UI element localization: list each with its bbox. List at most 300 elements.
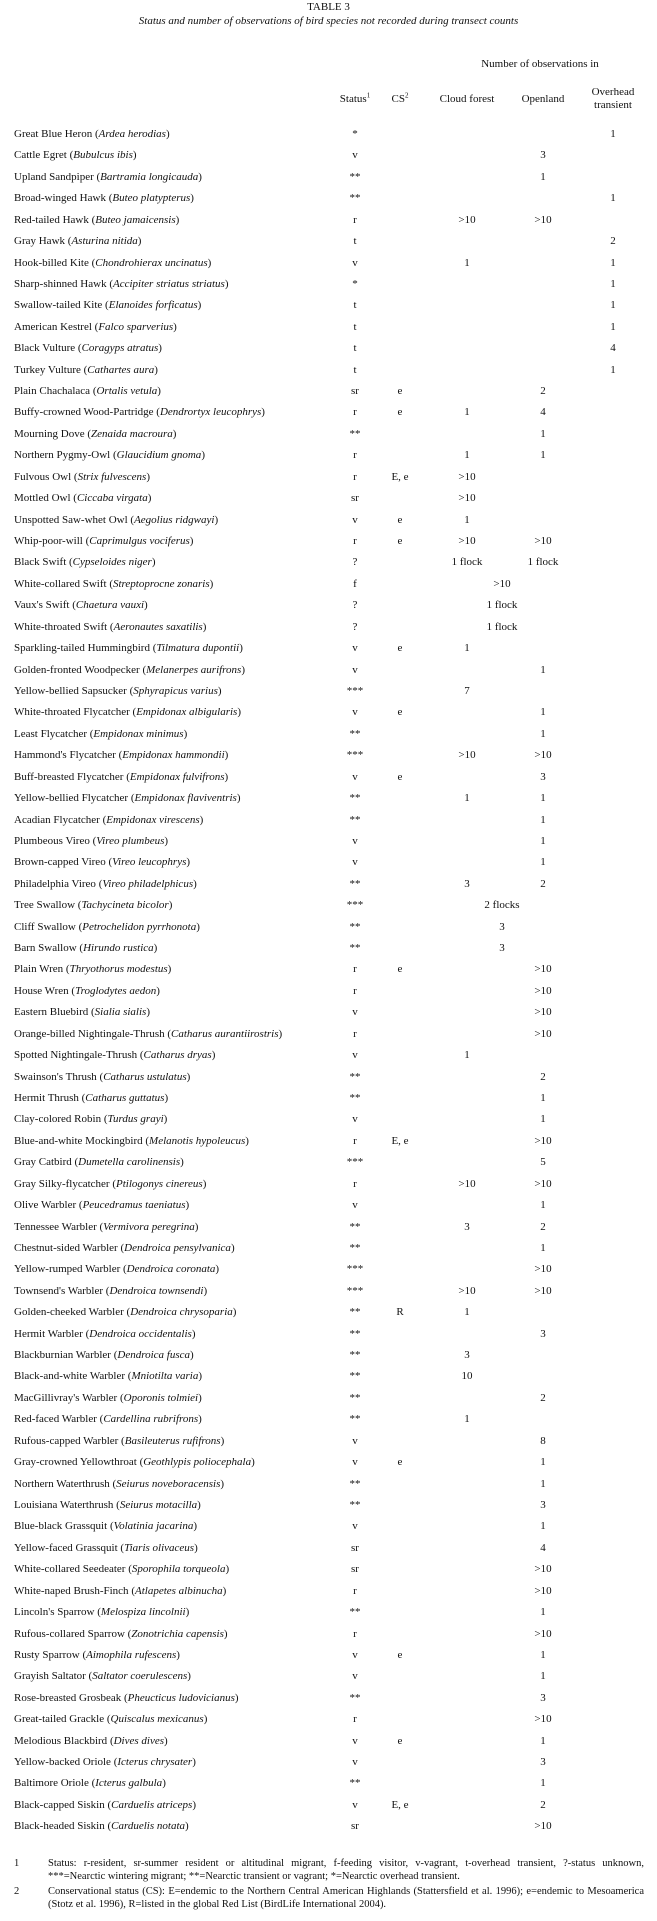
- common-name: Chestnut-sided Warbler: [14, 1241, 118, 1254]
- status-cell: r: [353, 1627, 357, 1640]
- species-name: Cattle Egret (Bubulcus ibis): [14, 149, 137, 162]
- scientific-name: Falco sparverius: [98, 320, 174, 333]
- openland-cell: 1: [540, 449, 546, 462]
- species-name: Whip-poor-will (Caprimulgus vociferus): [14, 535, 194, 548]
- table-row: [0, 512, 657, 533]
- common-name: Hammond's Flycatcher: [14, 749, 116, 762]
- status-cell: t: [353, 235, 357, 248]
- scientific-name: Chaetura vauxi: [75, 599, 145, 612]
- common-name: Hermit Warbler: [14, 1327, 83, 1340]
- openland-cell: >10: [534, 1584, 552, 1597]
- openland-cell: 3: [540, 770, 546, 783]
- table-row: [0, 1476, 657, 1497]
- openland-cell: 3: [540, 1499, 546, 1511]
- cloud-forest-cell: 10: [461, 1370, 473, 1383]
- common-name: Townsend's Warbler: [14, 1284, 104, 1297]
- scientific-name: Troglodytes aedon: [75, 984, 157, 997]
- status-cell: v: [352, 1006, 358, 1019]
- table-row: [0, 1433, 657, 1454]
- status-cell: **: [349, 1349, 361, 1362]
- table-row: [0, 490, 657, 511]
- openland-cell: 8: [540, 1434, 546, 1447]
- table-row: [0, 640, 657, 661]
- scientific-name: Atlapetes albinucha: [134, 1584, 223, 1597]
- status-cell: v: [352, 706, 358, 719]
- openland-cell: >10: [534, 535, 552, 548]
- scientific-name: Asturina nitida: [71, 235, 138, 248]
- species-name: Vaux's Swift (Chaetura vauxi): [14, 599, 148, 612]
- cloud-forest-cell: >10: [458, 213, 476, 226]
- table-row: [0, 790, 657, 811]
- species-name: Red-faced Warbler (Cardellina rubrifrons): [14, 1413, 202, 1426]
- species-name: Orange-billed Nightingale-Thrush (Catharus aurantiirostris): [14, 1027, 283, 1040]
- table-row: [0, 961, 657, 982]
- openland-cell: 1: [540, 1241, 546, 1254]
- common-name: Buff-breasted Flycatcher: [14, 770, 124, 783]
- table-row: [0, 1647, 657, 1668]
- table-row: [0, 1561, 657, 1582]
- table-label: TABLE 3: [307, 1, 350, 13]
- status-cell: **: [349, 942, 361, 955]
- common-name: Yellow-rumped Warbler: [14, 1263, 121, 1276]
- species-name: Black-and-white Warbler (Mniotilta varia): [14, 1370, 203, 1383]
- common-name: Mourning Dove: [14, 427, 85, 440]
- scientific-name: Zenaida macroura: [91, 427, 173, 440]
- cloud-forest-cell: 1: [464, 513, 470, 526]
- common-name: Mottled Owl: [14, 492, 71, 505]
- scientific-name: Empidonax minimus: [93, 727, 184, 740]
- status-cell: v: [352, 1434, 358, 1447]
- cs-cell: e: [397, 1734, 403, 1747]
- header-status: [330, 93, 380, 105]
- status-cell: v: [352, 770, 358, 783]
- scientific-name: Dumetella carolinensis: [78, 1156, 181, 1169]
- common-name: Tennessee Warbler: [14, 1220, 97, 1233]
- species-name: Mourning Dove (Zenaida macroura): [14, 427, 177, 440]
- species-name: Gray Silky-flycatcher (Ptilogonys cinereus): [14, 1177, 207, 1190]
- common-name: Rose-breasted Grosbeak: [14, 1691, 122, 1704]
- common-name: Barn Swallow: [14, 942, 77, 955]
- table-row: [0, 1583, 657, 1604]
- common-name: Blue-and-white Mockingbird: [14, 1134, 143, 1147]
- table-row: [0, 147, 657, 168]
- cs-cell: e: [397, 706, 403, 719]
- table-body: [0, 126, 657, 1840]
- common-name: Gray Hawk: [14, 235, 66, 248]
- cloud-forest-cell: >10: [458, 492, 476, 505]
- species-name: Spotted Nightingale-Thrush (Catharus dryas): [14, 1049, 216, 1062]
- footnote-ref-1: 1: [366, 91, 371, 100]
- table-row: [0, 897, 657, 918]
- table-row: [0, 1690, 657, 1711]
- openland-cell: >10: [534, 1263, 552, 1276]
- footnote-number: 2: [14, 1886, 20, 1897]
- openland-cell: 3: [540, 1691, 546, 1704]
- common-name: Plumbeous Vireo: [14, 834, 90, 847]
- scientific-name: Dendroica townsendi: [109, 1284, 204, 1297]
- common-name: Grayish Saltator: [14, 1670, 86, 1683]
- table-row: [0, 747, 657, 768]
- common-name: Yellow-faced Grassquit: [14, 1541, 118, 1554]
- status-cell: **: [349, 792, 361, 805]
- openland-cell: 5: [540, 1156, 546, 1169]
- common-name: Baltimore Oriole: [14, 1777, 89, 1790]
- status-cell: **: [349, 1606, 361, 1619]
- openland-cell: 1: [540, 1199, 546, 1212]
- table-row: [0, 1069, 657, 1090]
- status-cell: **: [349, 1691, 361, 1704]
- openland-cell: 2: [540, 877, 546, 890]
- common-name: House Wren: [14, 984, 69, 997]
- species-name: Blue-and-white Mockingbird (Melanotis hypoleucus): [14, 1134, 249, 1147]
- scientific-name: Cardellina rubrifrons: [103, 1413, 199, 1426]
- scientific-name: Ardea herodias: [98, 128, 166, 140]
- status-cell: ***: [346, 684, 364, 697]
- scientific-name: Empidonax fulvifrons: [129, 770, 225, 783]
- cloud-forest-cell: 7: [464, 684, 470, 697]
- status-cell: **: [349, 1070, 361, 1083]
- table-row: [0, 812, 657, 833]
- common-name: Upland Sandpiper: [14, 170, 94, 183]
- scientific-name: Carduelis notata: [111, 1820, 186, 1833]
- common-name: Spotted Nightingale-Thrush: [14, 1049, 138, 1062]
- status-cell: v: [352, 1798, 358, 1811]
- openland-cell: 1: [540, 792, 546, 805]
- species-name: Barn Swallow (Hirundo rustica): [14, 942, 158, 955]
- species-name: Swallow-tailed Kite (Elanoides forficatus): [14, 299, 202, 312]
- scientific-name: Ciccaba virgata: [76, 492, 148, 505]
- status-cell: r: [353, 406, 357, 419]
- cloud-forest-cell: 3: [464, 877, 470, 890]
- scientific-name: Oporonis tolmiei: [123, 1391, 199, 1404]
- combined-observations-cell: >10: [493, 577, 511, 590]
- overhead-transient-cell: 1: [610, 192, 616, 205]
- openland-cell: >10: [534, 984, 552, 997]
- species-name: Clay-colored Robin (Turdus grayi): [14, 1113, 168, 1126]
- overhead-transient-cell: 2: [610, 235, 616, 248]
- table-row: [0, 1518, 657, 1539]
- cs-cell: e: [397, 406, 403, 419]
- common-name: Vaux's Swift: [14, 599, 70, 612]
- common-name: Philadelphia Vireo: [14, 877, 96, 890]
- scientific-name: Caprimulgus vociferus: [89, 535, 190, 548]
- status-cell: t: [353, 363, 357, 376]
- common-name: Unspotted Saw-whet Owl: [14, 513, 128, 526]
- species-name: Eastern Bluebird (Sialia sialis): [14, 1006, 150, 1019]
- species-name: Grayish Saltator (Saltator coerulescens): [14, 1670, 191, 1683]
- cloud-forest-cell: >10: [458, 1177, 476, 1190]
- scientific-name: Volatinia jacarina: [113, 1520, 194, 1533]
- openland-cell: 1: [540, 1113, 546, 1126]
- common-name: Swallow-tailed Kite: [14, 299, 103, 312]
- species-name: Sharp-shinned Hawk (Accipiter striatus striatus): [14, 277, 229, 290]
- scientific-name: Buteo jamaicensis: [95, 213, 176, 226]
- species-name: Broad-winged Hawk (Buteo platypterus): [14, 192, 194, 205]
- table-row: [0, 1154, 657, 1175]
- common-name: Lincoln's Sparrow: [14, 1606, 95, 1619]
- common-name: Louisiana Waterthrush: [14, 1499, 114, 1511]
- species-name: Hammond's Flycatcher (Empidonax hammondii): [14, 749, 229, 762]
- table-row: [0, 1111, 657, 1132]
- cs-cell: e: [397, 963, 403, 976]
- species-name: Townsend's Warbler (Dendroica townsendi): [14, 1284, 208, 1297]
- scientific-name: Ptilogonys cinereus: [116, 1177, 203, 1190]
- common-name: Orange-billed Nightingale-Thrush: [14, 1027, 165, 1040]
- status-cell: v: [352, 1756, 358, 1769]
- status-cell: *: [352, 277, 358, 290]
- status-cell: sr: [351, 1563, 359, 1576]
- scientific-name: Sporophila torqueola: [131, 1563, 226, 1576]
- species-name: Mottled Owl (Ciccaba virgata): [14, 492, 152, 505]
- scientific-name: Dendroica chrysoparia: [130, 1306, 233, 1319]
- species-name: Yellow-faced Grassquit (Tiaris olivaceus): [14, 1541, 198, 1554]
- table-row: [0, 319, 657, 340]
- cs-cell: e: [397, 770, 403, 783]
- cloud-forest-cell: >10: [458, 749, 476, 762]
- common-name: Gray Catbird: [14, 1156, 72, 1169]
- scientific-name: Coragyps atratus: [81, 342, 159, 355]
- species-name: Unspotted Saw-whet Owl (Aegolius ridgwayi): [14, 513, 219, 526]
- table-row: [0, 876, 657, 897]
- status-cell: v: [352, 149, 358, 162]
- openland-cell: 1: [540, 663, 546, 676]
- cloud-forest-cell: 1: [464, 642, 470, 655]
- species-name: Black Vulture (Coragyps atratus): [14, 342, 162, 355]
- status-cell: f: [353, 577, 357, 590]
- table-row: [0, 1197, 657, 1218]
- common-name: Rusty Sparrow: [14, 1648, 80, 1661]
- table-row: [0, 1219, 657, 1240]
- status-cell: **: [349, 1777, 361, 1790]
- scientific-name: Zonotrichia capensis: [131, 1627, 224, 1640]
- status-cell: **: [349, 1306, 361, 1319]
- table-row: [0, 1347, 657, 1368]
- scientific-name: Carduelis atriceps: [111, 1798, 193, 1811]
- cloud-forest-cell: >10: [458, 470, 476, 483]
- cs-cell: e: [397, 1456, 403, 1469]
- scientific-name: Seiurus noveboracensis: [116, 1477, 221, 1490]
- scientific-name: Dendrortyx leucophrys: [159, 406, 262, 419]
- openland-cell: 2: [540, 385, 546, 398]
- species-name: Great Blue Heron (Ardea herodias): [14, 128, 170, 140]
- table-row: [0, 662, 657, 683]
- scientific-name: Sphyrapicus varius: [133, 684, 218, 697]
- status-cell: ***: [346, 1263, 364, 1276]
- openland-cell: 1: [540, 427, 546, 440]
- status-cell: ***: [346, 749, 364, 762]
- common-name: Fulvous Owl: [14, 470, 72, 483]
- common-name: Northern Pygmy-Owl: [14, 449, 111, 462]
- species-name: White-collared Swift (Streptoprocne zonaris): [14, 577, 214, 590]
- scientific-name: Vireo leucophrys: [112, 856, 187, 869]
- scientific-name: Strix fulvescens: [77, 470, 147, 483]
- table-row: [0, 1818, 657, 1839]
- species-name: Hermit Warbler (Dendroica occidentalis): [14, 1327, 196, 1340]
- cloud-forest-cell: 1: [464, 1306, 470, 1319]
- table-row: [0, 276, 657, 297]
- header-overhead-transient: [583, 86, 643, 112]
- scientific-name: Catharus dryas: [143, 1049, 212, 1062]
- footnote-number: 1: [14, 1858, 20, 1869]
- status-cell: v: [352, 663, 358, 676]
- table-row: [0, 854, 657, 875]
- common-name: Whip-poor-will: [14, 535, 83, 548]
- species-name: Blue-black Grassquit (Volatinia jacarina): [14, 1520, 198, 1533]
- scientific-name: Icterus galbula: [95, 1777, 163, 1790]
- species-name: Gray Catbird (Dumetella carolinensis): [14, 1156, 184, 1169]
- common-name: Blackburnian Warbler: [14, 1349, 111, 1362]
- scientific-name: Tachycineta bicolor: [81, 899, 169, 912]
- cs-cell: e: [397, 535, 403, 548]
- header-overhead-line2: transient: [594, 99, 632, 111]
- status-cell: v: [352, 1199, 358, 1212]
- table-row: [0, 704, 657, 725]
- common-name: Sparkling-tailed Hummingbird: [14, 642, 150, 655]
- cs-cell: E, e: [391, 1134, 409, 1147]
- table-row: [0, 533, 657, 554]
- status-cell: ***: [346, 899, 364, 912]
- species-name: Plain Chachalaca (Ortalis vetula): [14, 385, 161, 398]
- scientific-name: Melanerpes aurifrons: [146, 663, 242, 676]
- species-name: White-collared Seedeater (Sporophila torqueola): [14, 1563, 230, 1576]
- common-name: Cattle Egret: [14, 149, 67, 162]
- species-name: MacGillivray's Warbler (Oporonis tolmiei): [14, 1391, 202, 1404]
- header-observations-group: Number of observations in: [481, 58, 599, 70]
- overhead-transient-cell: 1: [610, 256, 616, 269]
- status-cell: sr: [351, 385, 359, 398]
- status-cell: **: [349, 1477, 361, 1490]
- species-name: Yellow-bellied Sapsucker (Sphyrapicus varius): [14, 684, 222, 697]
- status-cell: **: [349, 920, 361, 933]
- scientific-name: Melospiza lincolnii: [100, 1606, 186, 1619]
- scientific-name: Tiaris olivaceus: [124, 1541, 195, 1554]
- openland-cell: 1: [540, 1777, 546, 1790]
- status-cell: **: [349, 170, 361, 183]
- header-cs-label: CS: [391, 93, 405, 105]
- table-row: [0, 404, 657, 425]
- species-name: Gray Hawk (Asturina nitida): [14, 235, 142, 248]
- species-name: Rufous-capped Warbler (Basileuterus rufifrons): [14, 1434, 225, 1447]
- species-name: Golden-cheeked Warbler (Dendroica chrysoparia): [14, 1306, 237, 1319]
- status-cell: r: [353, 1584, 357, 1597]
- openland-cell: 1: [540, 856, 546, 869]
- combined-observations-cell: 3: [499, 942, 505, 955]
- scientific-name: Glaucidium gnoma: [116, 449, 202, 462]
- table-row: [0, 1711, 657, 1732]
- status-cell: **: [349, 1391, 361, 1404]
- status-cell: ***: [346, 1156, 364, 1169]
- cloud-forest-cell: 3: [464, 1349, 470, 1362]
- scientific-name: Streptoprocne zonaris: [112, 577, 210, 590]
- table-row: [0, 940, 657, 961]
- combined-observations-cell: 3: [499, 920, 505, 933]
- status-cell: v: [352, 1734, 358, 1747]
- common-name: White-collared Swift: [14, 577, 107, 590]
- common-name: White-throated Flycatcher: [14, 706, 130, 719]
- common-name: Rufous-collared Sparrow: [14, 1627, 125, 1640]
- table-row: [0, 1797, 657, 1818]
- status-cell: r: [353, 1713, 357, 1726]
- scientific-name: Dendroica occidentalis: [89, 1327, 192, 1340]
- species-name: Tennessee Warbler (Vermivora peregrina): [14, 1220, 199, 1233]
- openland-cell: 1: [540, 1456, 546, 1469]
- table-row: [0, 683, 657, 704]
- common-name: Cliff Swallow: [14, 920, 76, 933]
- status-cell: ?: [352, 620, 358, 633]
- status-cell: r: [353, 1027, 357, 1040]
- species-name: Cliff Swallow (Petrochelidon pyrrhonota): [14, 920, 200, 933]
- common-name: Yellow-bellied Sapsucker: [14, 684, 127, 697]
- scientific-name: Catharus aurantiirostris: [171, 1027, 279, 1040]
- status-cell: **: [349, 813, 361, 826]
- openland-cell: 1: [540, 1648, 546, 1661]
- common-name: Great Blue Heron: [14, 128, 93, 140]
- cs-cell: e: [397, 1648, 403, 1661]
- openland-cell: 4: [540, 1541, 546, 1554]
- cloud-forest-cell: >10: [458, 535, 476, 548]
- species-name: Sparkling-tailed Hummingbird (Tilmatura dupontii): [14, 642, 243, 655]
- overhead-transient-cell: 1: [610, 299, 616, 312]
- scientific-name: Bartramia longicauda: [100, 170, 199, 183]
- combined-observations-cell: 1 flock: [486, 599, 518, 612]
- status-cell: sr: [351, 492, 359, 505]
- openland-cell: >10: [534, 1820, 552, 1833]
- table-row: [0, 190, 657, 211]
- species-name: Northern Waterthrush (Seiurus noveboracensis): [14, 1477, 225, 1490]
- table-row: [0, 1026, 657, 1047]
- common-name: Yellow-backed Oriole: [14, 1756, 111, 1769]
- common-name: White-throated Swift: [14, 620, 108, 633]
- common-name: Plain Chachalaca: [14, 385, 91, 398]
- species-name: Buffy-crowned Wood-Partridge (Dendrortyx leucophrys): [14, 406, 265, 419]
- species-name: Tree Swallow (Tachycineta bicolor): [14, 899, 173, 912]
- table-row: [0, 1261, 657, 1282]
- scientific-name: Turdus grayi: [107, 1113, 164, 1126]
- common-name: Acadian Flycatcher: [14, 813, 100, 826]
- species-name: Upland Sandpiper (Bartramia longicauda): [14, 170, 202, 183]
- status-cell: *: [352, 128, 358, 140]
- status-cell: v: [352, 1520, 358, 1533]
- table-row: [0, 1176, 657, 1197]
- scientific-name: Pheucticus ludovicianus: [127, 1691, 235, 1704]
- common-name: White-collared Seedeater: [14, 1563, 126, 1576]
- status-cell: **: [349, 1091, 361, 1104]
- footnote-text: Conservational status (CS): E=endemic to the Northern Central American Highlands (Stattersfield et al. 1996); e=endemic to Mesoamerica (Stotz et al. 1996), R=listed in the global Red List (BirdLife International 2004).: [48, 1886, 644, 1910]
- scientific-name: Icterus chrysater: [117, 1756, 193, 1769]
- scientific-name: Aegolius ridgwayi: [134, 513, 215, 526]
- species-name: Louisiana Waterthrush (Seiurus motacilla): [14, 1499, 201, 1511]
- species-name: Gray-crowned Yellowthroat (Geothlypis poliocephala): [14, 1456, 255, 1469]
- species-name: Blackburnian Warbler (Dendroica fusca): [14, 1349, 194, 1362]
- table-row: [0, 1668, 657, 1689]
- header-status-label: Status: [339, 93, 367, 105]
- common-name: Swainson's Thrush: [14, 1070, 97, 1083]
- species-name: Baltimore Oriole (Icterus galbula): [14, 1777, 166, 1790]
- scientific-name: Elanoides forficatus: [108, 299, 198, 312]
- table-row: [0, 983, 657, 1004]
- species-name: Rose-breasted Grosbeak (Pheucticus ludovicianus): [14, 1691, 239, 1704]
- species-name: Olive Warbler (Peucedramus taeniatus): [14, 1199, 190, 1212]
- common-name: Golden-cheeked Warbler: [14, 1306, 124, 1319]
- cs-cell: e: [397, 642, 403, 655]
- table-row: [0, 1390, 657, 1411]
- species-name: Turkey Vulture (Cathartes aura): [14, 363, 158, 376]
- openland-cell: >10: [534, 1006, 552, 1019]
- scientific-name: Ortalis vetula: [96, 385, 158, 398]
- status-cell: v: [352, 513, 358, 526]
- scientific-name: Dives dives: [113, 1734, 165, 1747]
- species-name: Black-capped Siskin (Carduelis atriceps): [14, 1798, 197, 1811]
